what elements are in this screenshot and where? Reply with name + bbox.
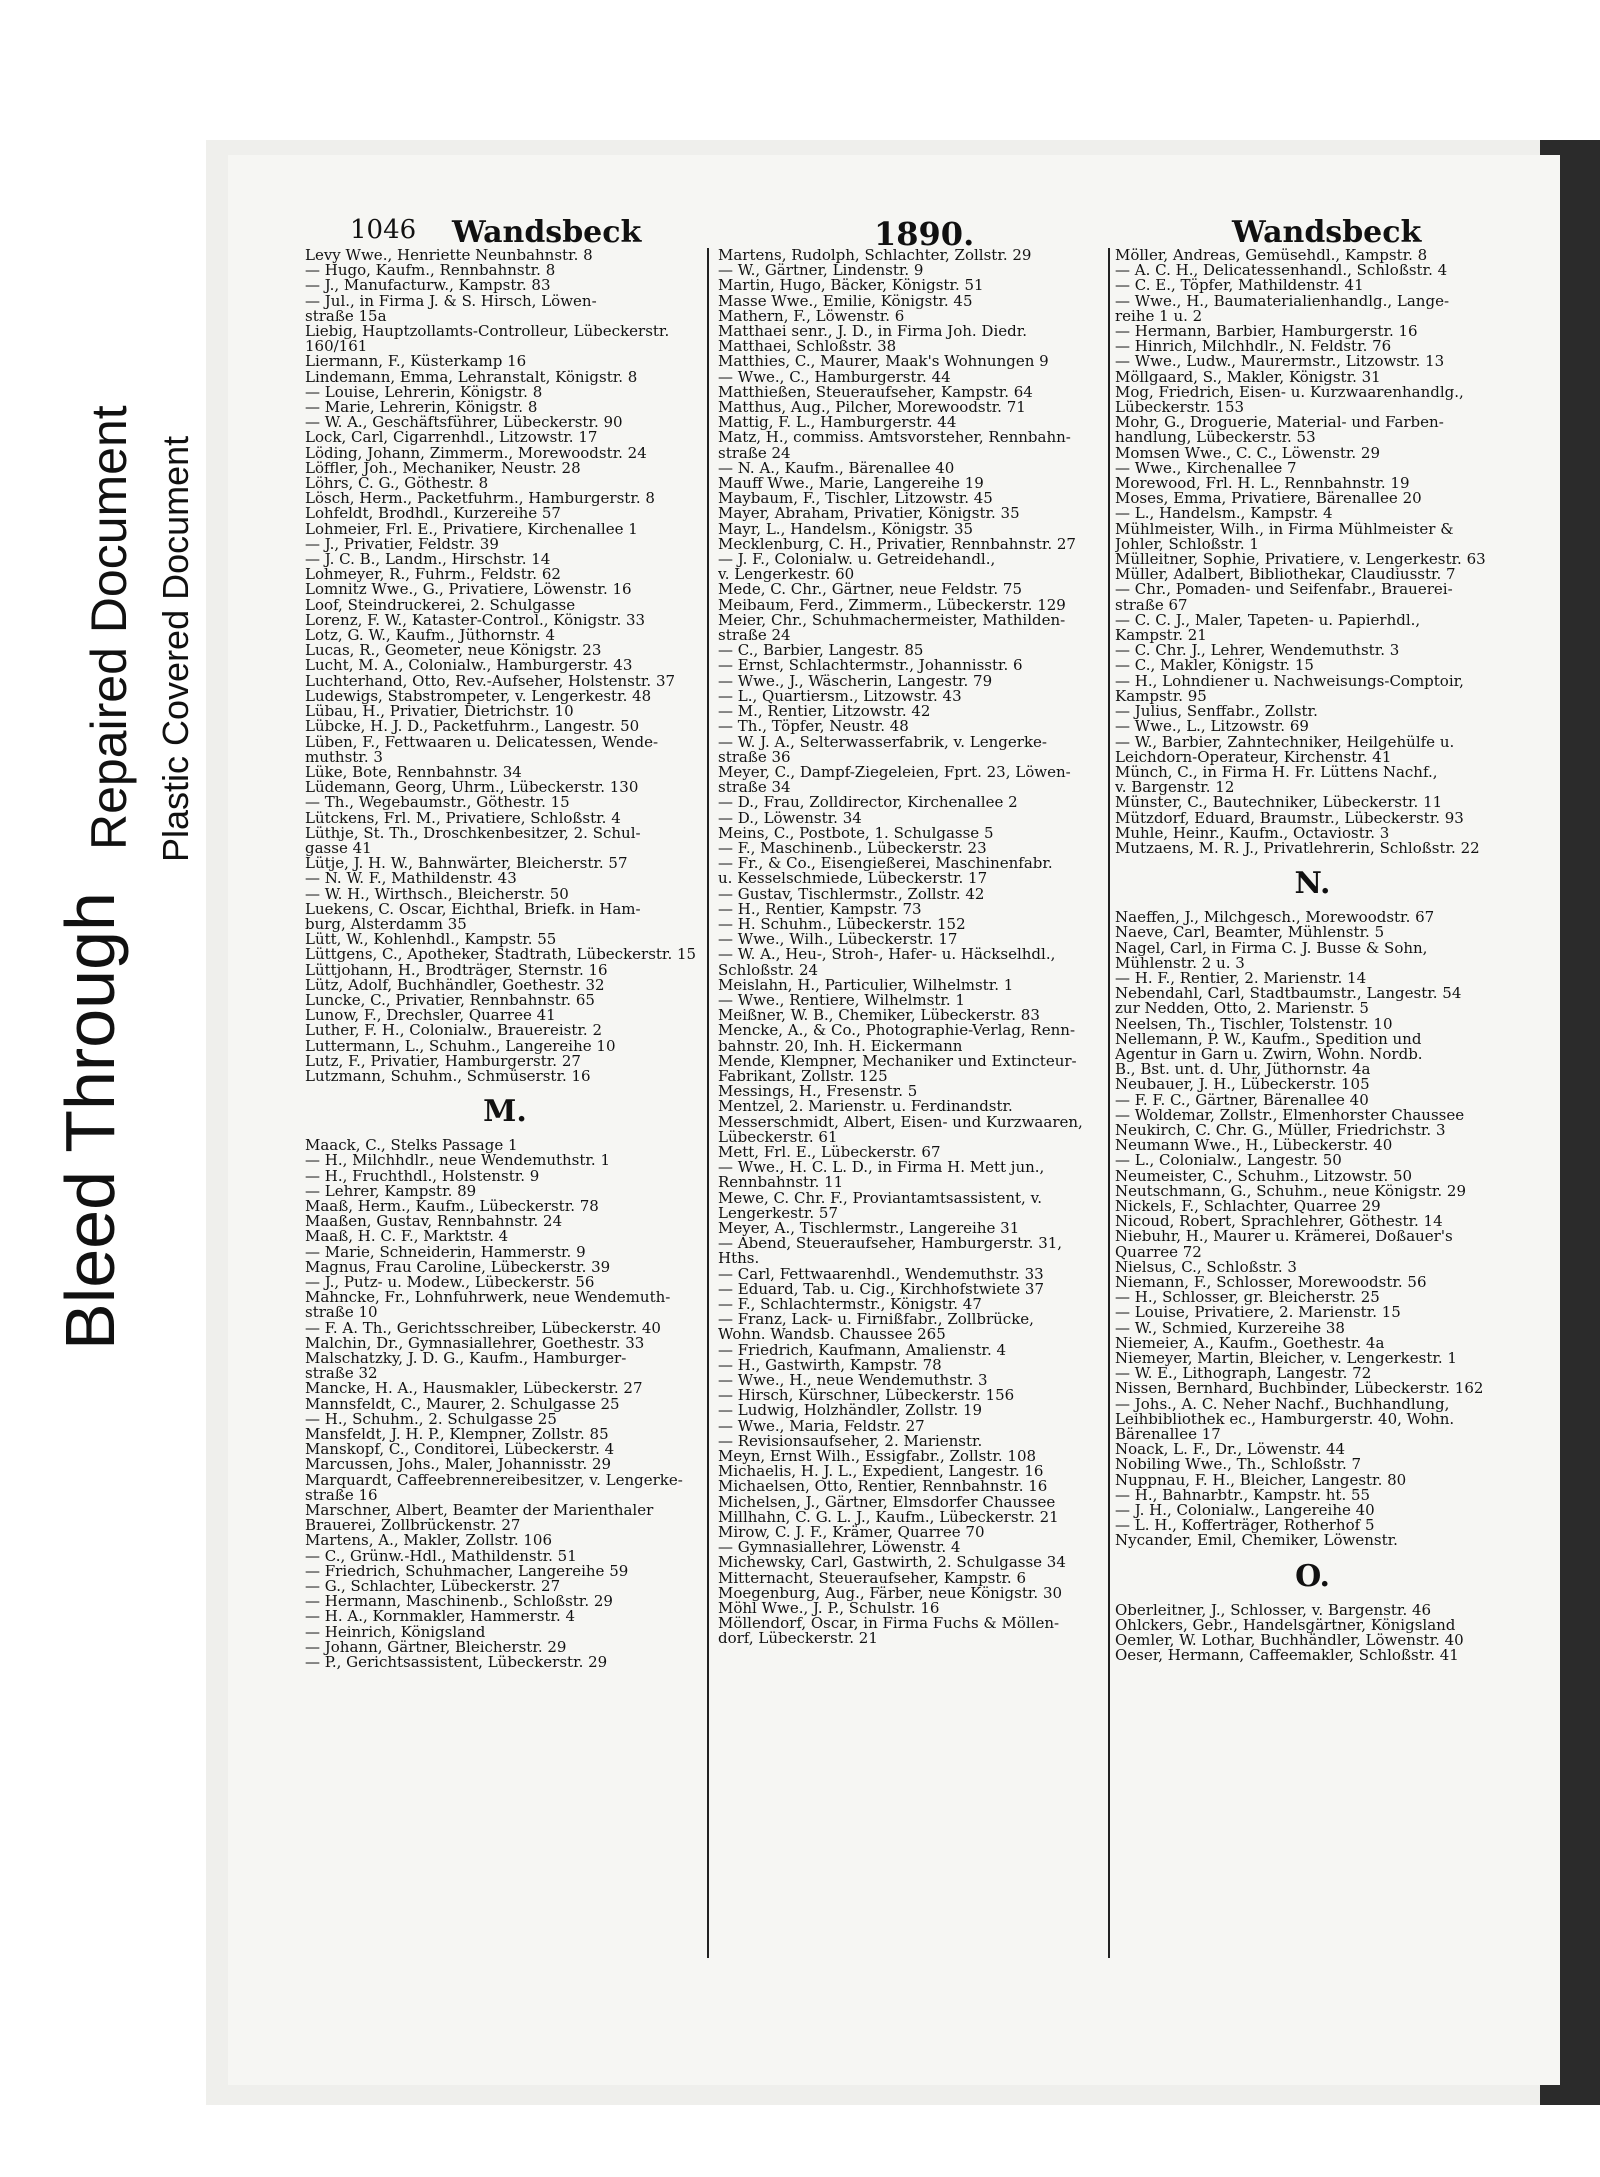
directory-entry: Lunow, F., Drechsler, Quarree 41 [305,1008,556,1024]
directory-entry: Oeser, Hermann, Caffeemakler, Schloßstr. 41 [1115,1648,1459,1664]
directory-entry: Lüttjohann, H., Brodträger, Sternstr. 16 [305,962,608,978]
directory-entry: — H., Milchhdlr., neue Wendemuthstr. 1 [305,1153,611,1169]
directory-entry: Matthus, Aug., Pilcher, Morewoodstr. 71 [718,400,1026,416]
directory-entry: — Eduard, Tab. u. Cig., Kirchhofstwiete 37 [718,1281,1045,1298]
directory-entry: Leichdorn-Operateur, Kirchenstr. 41 [1115,749,1392,765]
directory-entry: Liebig, Hauptzollamts-Controlleur, Lübeckerstr. [305,324,670,340]
directory-entry: Mühlenstr. 2 u. 3 [1115,955,1245,971]
directory-entry: Möhl Wwe., J. P., Schulstr. 16 [718,1601,940,1617]
directory-entry: — Julius, Senffabr., Zollstr. [1115,704,1318,720]
directory-entry: Münch, C., in Firma H. Fr. Lüttens Nachf., [1115,764,1438,781]
section-letter: N. [1294,866,1331,902]
directory-entry: Manskopf, C., Conditorei, Lübeckerstr. 4 [305,1442,615,1458]
directory-entry: Matthies, C., Maurer, Maak's Wohnungen 9 [718,354,1049,370]
directory-entry: — Carl, Fettwaarenhdl., Wendemuthstr. 33 [718,1266,1044,1282]
directory-entry: Meislahn, H., Particulier, Wilhelmstr. 1 [718,977,1014,993]
directory-entry: Mauff Wwe., Marie, Langereihe 19 [718,476,984,492]
directory-entry: Nobiling Wwe., Th., Schloßstr. 7 [1115,1457,1362,1473]
directory-entry: Nicoud, Robert, Sprachlehrer, Göthestr. 14 [1115,1214,1443,1230]
directory-entry: burg, Alsterdamm 35 [305,916,467,933]
directory-entry: Loof, Steindruckerei, 2. Schulgasse [305,597,576,613]
directory-entry: — Wwe., Ludw., Maurermstr., Litzowstr. 13 [1115,354,1445,370]
directory-entry: Lindemann, Emma, Lehranstalt, Königstr. 8 [305,369,638,385]
directory-entry: — H., Rentier, Kampstr. 73 [718,901,922,917]
directory-entry: Mitternacht, Steueraufseher, Kampstr. 6 [718,1570,1027,1586]
directory-entry: Momsen Wwe., C. C., Löwenstr. 29 [1115,445,1381,461]
directory-entry: Lucas, R., Geometer, neue Königstr. 23 [305,643,602,659]
directory-entry: Masse Wwe., Emilie, Königstr. 45 [718,293,973,309]
directory-entry: Luncke, C., Privatier, Rennbahnstr. 65 [305,992,595,1009]
directory-entry: Meibaum, Ferd., Zimmerm., Lübeckerstr. 129 [718,597,1066,613]
directory-entry: — C., Barbier, Langestr. 85 [718,643,924,659]
directory-entry: — C., Grünw.-Hdl., Mathildenstr. 51 [305,1548,577,1564]
directory-entry: Mende, Klempner, Mechaniker und Extincteur- [718,1053,1077,1069]
directory-entry: Meyn, Ernst Wilh., Essigfabr., Zollstr. 108 [718,1449,1037,1465]
directory-entry: Lütz, Adolf, Buchhändler, Goethestr. 32 [305,977,605,993]
directory-entry: Naeve, Carl, Beamter, Mühlenstr. 5 [1115,925,1385,941]
directory-entry: — Johann, Gärtner, Bleicherstr. 29 [305,1639,567,1656]
directory-entry: Lüke, Bote, Rennbahnstr. 34 [305,764,522,781]
directory-entry: muthstr. 3 [305,749,383,765]
directory-entry: — H., Bahnarbtr., Kampstr. ht. 55 [1115,1487,1371,1504]
directory-entry: straße 32 [305,1366,378,1382]
directory-entry: v. Lengerkestr. 60 [718,567,855,583]
directory-entry: Lomnitz Wwe., G., Privatiere, Löwenstr. 16 [305,582,632,598]
directory-entry: Michewsky, Carl, Gastwirth, 2. Schulgasse 34 [718,1555,1066,1571]
directory-entry: Johler, Schloßstr. 1 [1115,536,1259,553]
directory-entry: Mutzaens, M. R. J., Privatlehrerin, Schloßstr. 22 [1115,840,1480,857]
directory-entry: Lütje, J. H. W., Bahnwärter, Bleicherstr. 57 [305,856,628,872]
directory-entry: — W., Gärtner, Lindenstr. 9 [718,263,924,279]
directory-entry: Meins, C., Postbote, 1. Schulgasse 5 [718,825,994,841]
directory-entry: straße 10 [305,1305,378,1321]
directory-entry: Lübeckerstr. 153 [1115,400,1245,416]
directory-entry: — C. C. J., Maler, Tapeten- u. Papierhdl., [1115,612,1421,629]
directory-entry: u. Kesselschmiede, Lübeckerstr. 17 [718,871,988,887]
directory-entry: Lübeckerstr. 61 [718,1129,838,1145]
directory-entry: straße 24 [718,445,791,461]
directory-entry: Meyer, A., Tischlermstr., Langereihe 31 [718,1221,1020,1237]
directory-entry: straße 67 [1115,597,1188,613]
directory-entry: Möller, Andreas, Gemüsehdl., Kampstr. 8 [1115,248,1428,264]
directory-entry: Naeffen, J., Milchgesch., Morewoodstr. 67 [1115,910,1435,926]
directory-entry: — Hermann, Barbier, Hamburgerstr. 16 [1115,324,1418,340]
directory-entry: Meißner, W. B., Chemiker, Lübeckerstr. 83 [718,1008,1040,1024]
running-head-left: Wandsbeck [452,215,642,250]
directory-entry: — F., Maschinenb., Lübeckerstr. 23 [718,840,987,857]
directory-entry: — C. Chr. J., Lehrer, Wendemuthstr. 3 [1115,643,1400,659]
directory-entry: v. Bargenstr. 12 [1115,780,1235,796]
directory-entry: Nellemann, P. W., Kaufm., Spedition und [1115,1031,1422,1047]
directory-entry: Neelsen, Th., Tischler, Tolstenstr. 10 [1115,1016,1393,1032]
directory-entry: — H. Schuhm., Lübeckerstr. 152 [718,916,966,933]
directory-entry: Rennbahnstr. 11 [718,1175,844,1191]
directory-entry: Liermann, F., Küsterkamp 16 [305,354,527,370]
directory-entry: Mancke, H. A., Hausmakler, Lübeckerstr. 27 [305,1381,643,1397]
directory-entry: Neukirch, C. Chr. G., Müller, Friedrichstr. 3 [1115,1122,1446,1139]
directory-entry: Luchterhand, Otto, Rev.-Aufseher, Holstenstr. 37 [305,673,676,689]
directory-entry: Marquardt, Caffeebrennereibesitzer, v. Lengerke- [305,1472,683,1488]
directory-entry: — Heinrich, Königsland [305,1624,486,1640]
directory-entry: Magnus, Frau Caroline, Lübeckerstr. 39 [305,1259,611,1275]
directory-entry: Nuppnau, F. H., Bleicher, Langestr. 80 [1115,1472,1407,1488]
directory-entry: Oemler, W. Lothar, Buchhändler, Löwenstr. 40 [1115,1633,1464,1649]
directory-entry: — W., Barbier, Zahntechniker, Heilgehülfe u. [1115,734,1455,750]
directory-entry: Nycander, Emil, Chemiker, Löwenstr. [1115,1533,1398,1549]
directory-entry: — Chr., Pomaden- und Seifenfabr., Brauerei- [1115,582,1453,598]
directory-entry: Michelsen, J., Gärtner, Elmsdorfer Chaussee [718,1494,1056,1510]
directory-entry: Brauerei, Zollbrückenstr. 27 [305,1518,521,1534]
directory-entry: Bärenallee 17 [1115,1427,1221,1443]
directory-entry: Lüdemann, Georg, Uhrm., Lübeckerstr. 130 [305,780,639,796]
directory-entry: — W. A., Heu-, Stroh-, Hafer- u. Häckselhdl., [718,947,1056,963]
directory-entry: — Wwe., Wilh., Lübeckerstr. 17 [718,932,958,948]
directory-entry: straße 16 [305,1487,378,1504]
directory-entry: — Wwe., Maria, Feldstr. 27 [718,1418,925,1434]
directory-entry: Oberleitner, J., Schlosser, v. Bargenstr. 46 [1115,1602,1432,1618]
directory-entry: Lüttgens, C., Apotheker, Stadtrath, Lübeckerstr. 15 [305,947,697,963]
directory-entry: — Jul., in Firma J. & S. Hirsch, Löwen- [305,293,597,309]
directory-entry: Niemeyer, Martin, Bleicher, v. Lengerkestr. 1 [1115,1351,1457,1367]
directory-entry: Müller, Adalbert, Bibliothekar, Claudiusstr. 7 [1115,567,1456,583]
directory-entry: Löding, Johann, Zimmerm., Morewoodstr. 24 [305,445,647,461]
directory-entry: — W., Schmied, Kurzereihe 38 [1115,1320,1345,1336]
directory-entry: Lüben, F., Fettwaaren u. Delicatessen, Wende- [305,734,659,750]
directory-entry: Münster, C., Bautechniker, Lübeckerstr. 11 [1115,795,1443,811]
directory-entry: Lorenz, F. W., Kataster-Control., Königstr. 33 [305,612,646,629]
directory-entry: Mayr, L., Handelsm., Königstr. 35 [718,521,974,537]
directory-entry: Muhle, Heinr., Kaufm., Octaviostr. 3 [1115,825,1390,841]
directory-entry: — Hermann, Maschinenb., Schloßstr. 29 [305,1594,613,1610]
directory-entry: Mett, Frl. E., Lübeckerstr. 67 [718,1144,941,1161]
directory-entry: Schloßstr. 24 [718,962,819,978]
directory-entry: — Woldemar, Zollstr., Elmenhorster Chaussee [1115,1107,1465,1123]
directory-entry: Möllendorf, Oscar, in Firma Fuchs & Möllen- [718,1616,1060,1632]
directory-entry: Morewood, Frl. H. L., Rennbahnstr. 19 [1115,476,1410,492]
column-rule [1108,248,1110,1958]
directory-entry: Maack, C., Stelks Passage 1 [305,1138,518,1154]
directory-entry: — Lehrer, Kampstr. 89 [305,1183,477,1199]
directory-entry: Meyer, C., Dampf-Ziegeleien, Fprt. 23, Löwen- [718,764,1071,781]
directory-entry: — F. F. C., Gärtner, Bärenallee 40 [1115,1092,1369,1108]
directory-column-3 [1115,248,1510,2177]
directory-entry: Lutzmann, Schuhm., Schmüserstr. 16 [305,1068,591,1085]
directory-entry: — D., Löwenstr. 34 [718,810,862,826]
directory-entry: Mühlmeister, Wilh., in Firma Mühlmeister & [1115,521,1454,537]
directory-entry: Lohmeier, Frl. E., Privatiere, Kirchenallee 1 [305,521,638,537]
directory-entry: — G., Schlachter, Lübeckerstr. 27 [305,1579,561,1595]
directory-entry: — H. F., Rentier, 2. Marienstr. 14 [1115,970,1367,987]
column-rule [707,248,709,1958]
directory-entry: Malchin, Dr., Gymnasiallehrer, Goethestr. 33 [305,1335,645,1352]
directory-entry: — Wwe., Kirchenallee 7 [1115,460,1297,477]
directory-entry: Maybaum, F., Tischler, Litzowstr. 45 [718,491,993,507]
directory-entry: Lösch, Herm., Packetfuhrm., Hamburgerstr. 8 [305,491,655,507]
directory-entry: Nagel, Carl, in Firma C. J. Busse & Sohn, [1115,940,1428,956]
directory-entry: — W. E., Lithograph, Langestr. 72 [1115,1366,1372,1382]
directory-entry: — Louise, Lehrerin, Königstr. 8 [305,384,543,401]
directory-entry: Mecklenburg, C. H., Privatier, Rennbahnstr. 27 [718,536,1076,553]
directory-entry: straße 34 [718,780,791,796]
directory-entry: — Marie, Lehrerin, Königstr. 8 [305,400,538,416]
directory-entry: — L., Handelsm., Kampstr. 4 [1115,506,1333,522]
directory-entry: B., Bst. unt. d. Uhr, Jüthornstr. 4a [1115,1062,1371,1078]
directory-entry: — Th., Töpfer, Neustr. 48 [718,719,909,735]
directory-entry: Mützdorf, Eduard, Braumstr., Lübeckerstr. 93 [1115,810,1464,826]
directory-entry: Lengerkestr. 57 [718,1205,838,1221]
directory-entry: Lucht, M. A., Colonialw., Hamburgerstr. 43 [305,658,633,674]
directory-entry: Neumann Wwe., H., Lübeckerstr. 40 [1115,1138,1393,1154]
directory-entry: Martin, Hugo, Bäcker, Königstr. 51 [718,278,984,294]
directory-entry: Matthaei, Schloßstr. 38 [718,339,897,355]
directory-entry: — H., Schuhm., 2. Schulgasse 25 [305,1411,557,1428]
directory-entry: — H., Fruchthdl., Holstenstr. 9 [305,1168,540,1184]
directory-entry: gasse 41 [305,840,372,857]
running-head-year: 1890. [874,215,975,253]
directory-entry: Lüthje, St. Th., Droschkenbesitzer, 2. Schul- [305,825,641,841]
directory-entry: Mohr, G., Droguerie, Material- und Farben- [1115,415,1444,431]
directory-entry: — Fr., & Co., Eisengießerei, Maschinenfabr. [718,856,1053,872]
directory-entry: Moegenburg, Aug., Färber, neue Königstr. 30 [718,1585,1063,1602]
directory-entry: Mülleitner, Sophie, Privatiere, v. Lengerkestr. 63 [1115,552,1486,568]
directory-entry: — Wwe., C., Hamburgerstr. 44 [718,369,951,385]
directory-entry: — W. J. A., Selterwasserfabrik, v. Lengerke- [718,734,1047,750]
directory-entry: Kampstr. 21 [1115,628,1207,644]
directory-entry: Martens, Rudolph, Schlachter, Zollstr. 29 [718,248,1032,264]
directory-entry: — Wwe., H., Baumaterialienhandlg., Lange- [1115,293,1450,309]
directory-entry: Michaelis, H. J. L., Expedient, Langestr. 16 [718,1464,1044,1480]
directory-entry: — Friedrich, Kaufmann, Amalienstr. 4 [718,1342,1007,1358]
directory-entry: straße 36 [718,749,791,765]
directory-entry: Lütt, W., Kohlenhdl., Kampstr. 55 [305,932,557,948]
directory-entry: Marschner, Albert, Beamter der Marienthaler [305,1503,654,1519]
directory-entry: Niebuhr, H., Maurer u. Krämerei, Doßauer's [1115,1229,1453,1245]
section-letter: M. [483,1094,527,1130]
page-number: 1046 [350,215,417,245]
directory-entry: Maaß, Herm., Kaufm., Lübeckerstr. 78 [305,1198,599,1215]
directory-entry: Luther, F. H., Colonialw., Brauereistr. 2 [305,1023,602,1039]
directory-entry: Messings, H., Fresenstr. 5 [718,1084,918,1100]
directory-entry: Levy Wwe., Henriette Neunbahnstr. 8 [305,248,593,264]
directory-entry: dorf, Lübeckerstr. 21 [718,1631,878,1647]
directory-entry: — D., Frau, Zolldirector, Kirchenallee 2 [718,795,1018,811]
directory-entry: — Revisionsaufseher, 2. Marienstr. [718,1433,983,1450]
directory-entry: Lütckens, Frl. M., Privatiere, Schloßstr. 4 [305,810,621,826]
directory-entry: — L., Colonialw., Langestr. 50 [1115,1153,1342,1169]
directory-entry: — Abend, Steueraufseher, Hamburgerstr. 31, [718,1236,1063,1252]
directory-entry: Möllgaard, S., Makler, Königstr. 31 [1115,369,1381,385]
directory-entry: Noack, L. F., Dr., Löwenstr. 44 [1115,1442,1346,1458]
directory-entry: reihe 1 u. 2 [1115,308,1203,325]
directory-entry: Matz, H., commiss. Amtsvorsteher, Rennbahn- [718,430,1071,446]
directory-entry: — Johs., A. C. Neher Nachf., Buchhandlung, [1115,1396,1450,1412]
directory-entry: — F., Schlachtermstr., Königstr. 47 [718,1297,982,1313]
directory-entry: — J., Manufacturw., Kampstr. 83 [305,278,551,294]
directory-entry: Mahncke, Fr., Lohnfuhrwerk, neue Wendemuth- [305,1290,671,1306]
directory-entry: Fabrikant, Zollstr. 125 [718,1068,888,1085]
directory-entry: — Th., Wegebaumstr., Göthestr. 15 [305,795,570,811]
directory-entry: — M., Rentier, Litzowstr. 42 [718,704,931,720]
directory-entry: Mewe, C. Chr. F., Proviantamtsassistent, v. [718,1190,1043,1206]
directory-entry: — Wwe., H., neue Wendemuthstr. 3 [718,1373,988,1389]
directory-entry: — N. W. F., Mathildenstr. 43 [305,871,517,887]
directory-entry: — Wwe., Rentiere, Wilhelmstr. 1 [718,992,965,1009]
directory-entry: — Ludwig, Holzhändler, Zollstr. 19 [718,1403,983,1419]
section-letter: O. [1295,1558,1330,1594]
directory-entry: straße 24 [718,628,791,644]
directory-entry: — Friedrich, Schuhmacher, Langereihe 59 [305,1563,629,1580]
directory-entry: Mentzel, 2. Marienstr. u. Ferdinandstr. [718,1099,1013,1115]
directory-entry: Niemeier, A., Kaufm., Goethestr. 4a [1115,1335,1385,1352]
directory-entry: — J., Privatier, Feldstr. 39 [305,536,499,553]
directory-entry: — Gymnasiallehrer, Löwenstr. 4 [718,1540,961,1556]
directory-entry: Meier, Chr., Schuhmachermeister, Mathilden- [718,612,1066,629]
directory-entry: Lohmeyer, R., Fuhrm., Feldstr. 62 [305,567,561,583]
directory-entry: Leihbibliothek ec., Hamburgerstr. 40, Wohn. [1115,1411,1455,1428]
directory-entry: Matthaei senr., J. D., in Firma Joh. Diedr. [718,324,1028,340]
directory-entry: — H., Lohndiener u. Nachweisungs-Comptoir, [1115,673,1464,689]
directory-entry: — Louise, Privatiere, 2. Marienstr. 15 [1115,1305,1401,1321]
directory-entry: Nielsus, C., Schloßstr. 3 [1115,1259,1297,1275]
directory-entry: bahnstr. 20, Inh. H. Eickermann [718,1038,963,1054]
directory-entry: — L., Quartiersm., Litzowstr. 43 [718,688,962,705]
directory-entry: — Hirsch, Kürschner, Lübeckerstr. 156 [718,1388,1015,1404]
directory-entry: — J. H., Colonialw., Langereihe 40 [1115,1503,1375,1519]
directory-entry: — J. C. B., Landm., Hirschstr. 14 [305,552,551,568]
directory-entry: straße 15a [305,308,387,325]
directory-entry: — H., Gastwirth, Kampstr. 78 [718,1357,942,1374]
directory-entry: Neubauer, J. H., Lübeckerstr. 105 [1115,1077,1370,1093]
directory-entry: Millhahn, C. G. L. J., Kaufm., Lübeckerstr. 21 [718,1509,1059,1526]
repaired-document-note: Repaired Document [81,405,137,850]
directory-entry: Lübau, H., Privatier, Dietrichstr. 10 [305,704,574,720]
directory-entry: Malschatzky, J. D. G., Kaufm., Hamburger- [305,1351,627,1367]
directory-entry: Lotz, G. W., Kaufm., Jüthornstr. 4 [305,628,555,644]
directory-entry: zur Nedden, Otto, 2. Marienstr. 5 [1115,1001,1369,1017]
directory-entry: Marcussen, Johs., Maler, Johannisstr. 29 [305,1457,612,1473]
directory-entry: Mathern, F., Löwenstr. 6 [718,308,905,325]
directory-entry: — Marie, Schneiderin, Hammerstr. 9 [305,1244,586,1260]
directory-entry: Nissen, Bernhard, Buchbinder, Lübeckerstr. 162 [1115,1381,1484,1397]
directory-entry: — Franz, Lack- u. Firnißfabr., Zollbrücke, [718,1312,1034,1328]
directory-entry: — Hinrich, Milchhdlr., N. Feldstr. 76 [1115,339,1392,355]
directory-entry: Mannsfeldt, C., Maurer, 2. Schulgasse 25 [305,1396,620,1412]
directory-entry: Niemann, F., Schlosser, Morewoodstr. 56 [1115,1275,1427,1291]
directory-entry: — W. A., Geschäftsführer, Lübeckerstr. 90 [305,415,623,431]
directory-entry: Mayer, Abraham, Privatier, Königstr. 35 [718,506,1020,522]
directory-entry: — Wwe., H. C. L. D., in Firma H. Mett jun., [718,1160,1045,1176]
directory-entry: 160/161 [305,339,368,355]
directory-entry: Agentur in Garn u. Zwirn, Wohn. Nordb. [1115,1046,1423,1063]
directory-entry: Nickels, F., Schlachter, Quarree 29 [1115,1198,1381,1215]
directory-entry: Messerschmidt, Albert, Eisen- und Kurzwaaren, [718,1114,1083,1130]
directory-entry: Mansfeldt, J. H. P., Klempner, Zollstr. 85 [305,1427,609,1443]
directory-entry: Quarree 72 [1115,1244,1202,1260]
directory-entry: Wohn. Wandsb. Chaussee 265 [718,1327,946,1343]
directory-entry: Martens, A., Makler, Zollstr. 106 [305,1533,552,1549]
directory-entry: Löhrs, C. G., Göthestr. 8 [305,476,489,492]
directory-entry: — J., Putz- u. Modew., Lübeckerstr. 56 [305,1275,595,1291]
directory-entry: Mog, Friedrich, Eisen- u. Kurzwaarenhandlg., [1115,384,1464,401]
directory-column-2 [718,248,1108,2177]
running-head-right: Wandsbeck [1232,215,1422,250]
directory-entry: — Gustav, Tischlermstr., Zollstr. 42 [718,886,985,902]
directory-entry: Mirow, C. J. F., Krämer, Quarree 70 [718,1525,985,1541]
directory-entry: — H., Schlosser, gr. Bleicherstr. 25 [1115,1290,1380,1306]
directory-entry: Luttermann, L., Schuhm., Langereihe 10 [305,1038,616,1054]
directory-entry: Mattig, F. L., Hamburgerstr. 44 [718,415,957,431]
directory-entry: Lübcke, H. J. D., Packetfuhrm., Langestr. 50 [305,719,640,735]
directory-entry: — P., Gerichtsassistent, Lübeckerstr. 29 [305,1655,608,1671]
directory-entry: Michaelsen, Otto, Rentier, Rennbahnstr. 16 [718,1479,1048,1495]
directory-entry: Maaß, H. C. F., Marktstr. 4 [305,1229,509,1245]
directory-entry: Ohlckers, Gebr., Handelsgärtner, Königsland [1115,1617,1456,1634]
directory-entry: Mede, C. Chr., Gärtner, neue Feldstr. 75 [718,582,1022,598]
directory-entry: — L. H., Kofferträger, Rotherhof 5 [1115,1518,1375,1534]
directory-entry: — H. A., Kornmakler, Hammerstr. 4 [305,1609,576,1625]
directory-entry: — W. H., Wirthsch., Bleicherstr. 50 [305,886,569,902]
directory-entry: — Ernst, Schlachtermstr., Johannisstr. 6 [718,658,1023,674]
directory-entry: Neutschmann, G., Schuhm., neue Königstr. 29 [1115,1183,1467,1199]
directory-entry: — C. E., Töpfer, Mathildenstr. 41 [1115,278,1364,294]
directory-entry: — C., Makler, Königstr. 15 [1115,658,1314,674]
directory-entry: Maaßen, Gustav, Rennbahnstr. 24 [305,1214,563,1230]
directory-entry: Hths. [718,1251,760,1267]
directory-entry: Lutz, F., Privatier, Hamburgerstr. 27 [305,1053,581,1069]
directory-entry: Ludewigs, Stabstrompeter, v. Lengerkestr. 48 [305,688,652,705]
directory-entry: Moses, Emma, Privatiere, Bärenallee 20 [1115,491,1422,507]
directory-entry: — Wwe., L., Litzowstr. 69 [1115,719,1309,735]
directory-entry: Kampstr. 95 [1115,688,1207,705]
directory-entry: Matthießen, Steueraufseher, Kampstr. 64 [718,384,1033,401]
directory-entry: Nebendahl, Carl, Stadtbaumstr., Langestr. 54 [1115,986,1462,1002]
directory-entry: — Wwe., J., Wäscherin, Langestr. 79 [718,673,993,689]
directory-entry: — N. A., Kaufm., Bärenallee 40 [718,460,955,477]
directory-entry: — A. C. H., Delicatessenhandl., Schloßstr. 4 [1115,263,1448,279]
directory-entry: — J. F., Colonialw. u. Getreidehandl., [718,552,996,568]
directory-entry: — F. A. Th., Gerichtsschreiber, Lübeckerstr. 40 [305,1320,661,1336]
directory-entry: Lock, Carl, Cigarrenhdl., Litzowstr. 17 [305,430,598,446]
directory-entry: — Hugo, Kaufm., Rennbahnstr. 8 [305,263,556,279]
plastic-covered-note: Plastic Covered Document [155,435,196,862]
directory-entry: Neumeister, C., Schuhm., Litzowstr. 50 [1115,1168,1413,1184]
bleed-through-note: Bleed Through [51,892,129,1350]
directory-entry: Luekens, C. Oscar, Eichthal, Briefk. in Ham- [305,901,641,917]
directory-entry: handlung, Lübeckerstr. 53 [1115,430,1316,446]
directory-entry: Mencke, A., & Co., Photographie-Verlag, Renn- [718,1023,1076,1039]
directory-entry: Lohfeldt, Brodhdl., Kurzereihe 57 [305,506,561,522]
directory-entry: Löffler, Joh., Mechaniker, Neustr. 28 [305,460,581,477]
directory-column-1 [305,248,705,2177]
